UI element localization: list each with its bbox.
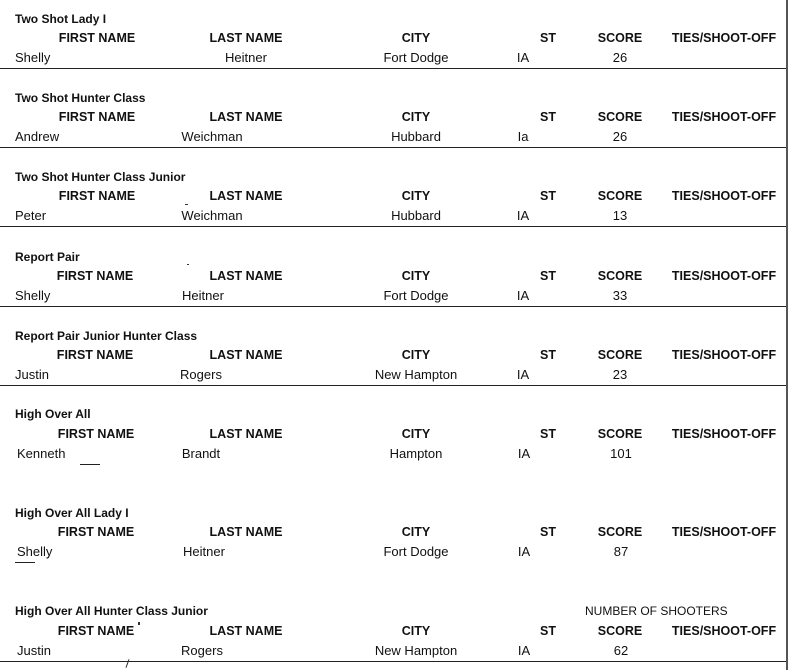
- header-last-name: LAST NAME: [209, 348, 283, 362]
- header-city: CITY: [401, 427, 431, 441]
- section-title: Two Shot Hunter Class Junior: [15, 170, 186, 184]
- section-title: High Over All Lady I: [15, 506, 129, 520]
- header-st: ST: [540, 427, 556, 441]
- cell-score: 26: [612, 129, 628, 144]
- cell-first-name: Shelly: [15, 50, 51, 65]
- header-ties: TIES/SHOOT-OFF: [671, 189, 777, 203]
- header-ties: TIES/SHOOT-OFF: [671, 624, 777, 638]
- cell-score: 87: [613, 544, 629, 559]
- cell-st: IA: [516, 50, 530, 65]
- cell-city: Hubbard: [391, 208, 441, 223]
- number-of-shooters-label: NUMBER OF SHOOTERS: [585, 604, 728, 618]
- cell-first-name: Andrew: [15, 129, 60, 144]
- header-score: SCORE: [597, 624, 643, 638]
- header-ties: TIES/SHOOT-OFF: [671, 348, 777, 362]
- cell-first-name: Shelly: [15, 288, 51, 303]
- cell-st: IA: [517, 446, 531, 461]
- cell-first-name: Shelly: [17, 544, 53, 559]
- row-underline: [0, 226, 788, 227]
- cell-first-name: Kenneth: [17, 446, 66, 461]
- row-underline: [80, 464, 100, 465]
- cell-last-name: Weichman: [181, 208, 243, 223]
- header-score: SCORE: [597, 525, 643, 539]
- header-city: CITY: [401, 189, 431, 203]
- header-st: ST: [540, 110, 556, 124]
- cell-st: IA: [517, 643, 531, 658]
- cell-city: Fort Dodge: [383, 50, 449, 65]
- header-st: ST: [540, 31, 556, 45]
- row-underline: [0, 147, 788, 148]
- header-first-name: FIRST NAME: [57, 427, 135, 441]
- cell-first-name: Justin: [15, 367, 49, 382]
- scan-speck: [185, 204, 188, 205]
- cell-first-name: Peter: [15, 208, 47, 223]
- cell-st: IA: [516, 208, 530, 223]
- header-score: SCORE: [597, 110, 643, 124]
- cell-city: Hampton: [389, 446, 443, 461]
- scan-speck: [187, 264, 189, 265]
- header-ties: TIES/SHOOT-OFF: [671, 427, 777, 441]
- header-first-name: FIRST NAME: [56, 348, 134, 362]
- header-score: SCORE: [597, 348, 643, 362]
- cell-last-name: Rogers: [180, 367, 222, 382]
- header-ties: TIES/SHOOT-OFF: [671, 31, 777, 45]
- cell-score: 26: [612, 50, 628, 65]
- cell-score: 13: [612, 208, 628, 223]
- header-last-name: LAST NAME: [209, 427, 283, 441]
- header-score: SCORE: [597, 189, 643, 203]
- cell-st: IA: [517, 544, 531, 559]
- cell-last-name: Heitner: [183, 544, 225, 559]
- cell-last-name: Brandt: [181, 446, 221, 461]
- cell-last-name: Rogers: [181, 643, 223, 658]
- header-ties: TIES/SHOOT-OFF: [671, 110, 777, 124]
- header-last-name: LAST NAME: [209, 269, 283, 283]
- cell-st: Ia: [517, 129, 529, 144]
- header-st: ST: [540, 189, 556, 203]
- scan-speck: [138, 622, 140, 625]
- cell-score: 23: [612, 367, 628, 382]
- row-underline: [0, 661, 788, 662]
- header-city: CITY: [401, 348, 431, 362]
- cell-last-name: Heitner: [182, 288, 224, 303]
- header-first-name: FIRST NAME: [58, 31, 136, 45]
- section-title: Two Shot Hunter Class: [15, 91, 146, 105]
- header-last-name: LAST NAME: [209, 31, 283, 45]
- cell-st: IA: [516, 288, 530, 303]
- header-st: ST: [540, 624, 556, 638]
- section-title: High Over All: [15, 407, 91, 421]
- row-underline: [15, 562, 35, 563]
- header-first-name: FIRST NAME: [58, 110, 136, 124]
- row-underline: [0, 385, 788, 386]
- row-underline: [0, 68, 788, 69]
- header-ties: TIES/SHOOT-OFF: [671, 525, 777, 539]
- section-title: Report Pair: [15, 250, 80, 264]
- header-city: CITY: [401, 31, 431, 45]
- cell-score: 62: [613, 643, 629, 658]
- header-score: SCORE: [597, 427, 643, 441]
- cell-city: Hubbard: [391, 129, 441, 144]
- header-last-name: LAST NAME: [209, 624, 283, 638]
- cell-last-name: Heitner: [225, 50, 267, 65]
- header-score: SCORE: [597, 31, 643, 45]
- header-city: CITY: [401, 269, 431, 283]
- cell-city: New Hampton: [374, 643, 458, 658]
- row-underline: [0, 306, 788, 307]
- header-st: ST: [540, 269, 556, 283]
- cell-score: 33: [612, 288, 628, 303]
- cell-last-name: Weichman: [181, 129, 243, 144]
- cell-st: IA: [516, 367, 530, 382]
- header-first-name: FIRST NAME: [57, 624, 135, 638]
- header-score: SCORE: [597, 269, 643, 283]
- section-title: Two Shot Lady I: [15, 12, 107, 26]
- header-last-name: LAST NAME: [209, 189, 283, 203]
- header-last-name: LAST NAME: [209, 525, 283, 539]
- header-ties: TIES/SHOOT-OFF: [671, 269, 777, 283]
- header-city: CITY: [401, 624, 431, 638]
- header-first-name: FIRST NAME: [56, 269, 134, 283]
- header-city: CITY: [401, 525, 431, 539]
- section-title: Report Pair Junior Hunter Class: [15, 329, 198, 343]
- header-st: ST: [540, 348, 556, 362]
- cell-city: Fort Dodge: [383, 288, 449, 303]
- header-st: ST: [540, 525, 556, 539]
- section-title: High Over All Hunter Class Junior: [15, 604, 208, 618]
- header-first-name: FIRST NAME: [58, 189, 136, 203]
- header-last-name: LAST NAME: [209, 110, 283, 124]
- header-city: CITY: [401, 110, 431, 124]
- cell-first-name: Justin: [17, 643, 51, 658]
- cell-city: New Hampton: [374, 367, 458, 382]
- header-first-name: FIRST NAME: [57, 525, 135, 539]
- cell-score: 101: [610, 446, 632, 461]
- cell-city: Fort Dodge: [383, 544, 449, 559]
